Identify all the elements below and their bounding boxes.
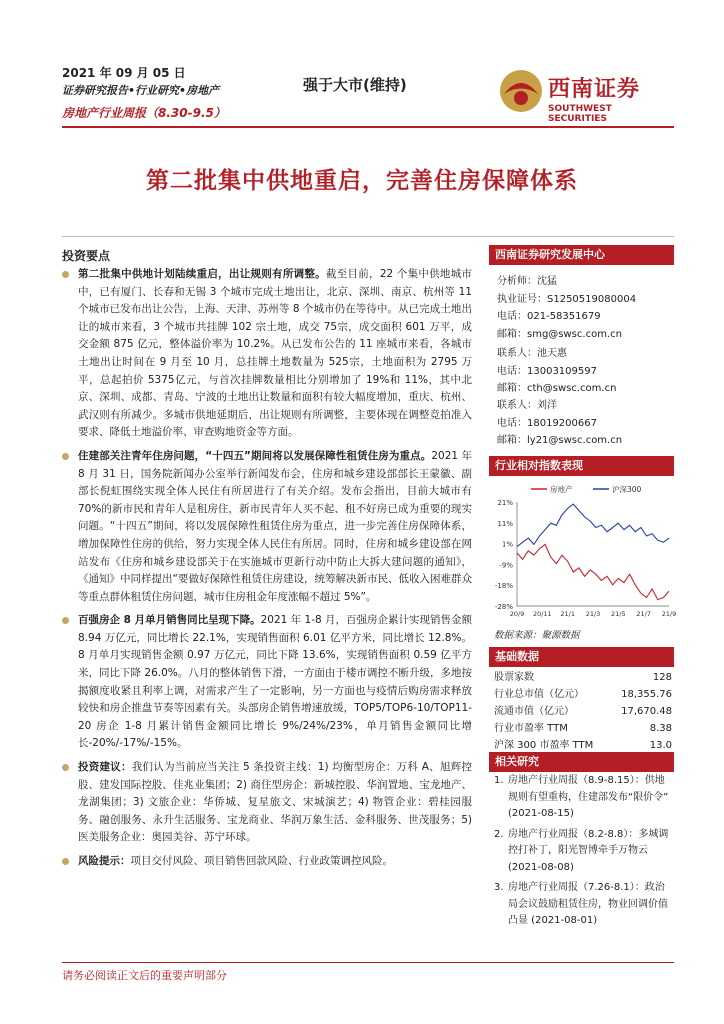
x-tick-label: 21/7 [636,610,651,618]
chart-title-bar: 行业相对指数表现 [489,456,674,476]
license-number: 执业证号：S1250519080004 [497,293,637,305]
item-number: 2. [494,828,504,840]
row-label: 沪深 300 市盈率 TTM [494,740,594,751]
investment-points [62,266,472,877]
analyst-email[interactable]: 邮箱：smg@swsc.com.cn [497,328,622,340]
y-tick-label: 11% [497,519,513,528]
list-item[interactable] [494,827,672,877]
y-tick-label: 1% [501,540,513,549]
table-row [494,669,672,686]
research-center-bar: 西南证券研究发展中心 [489,245,674,265]
y-tick-label: 21% [497,499,513,507]
chart-source: 数据来源：聚源数据 [494,630,580,641]
contact-name: 联系人：刘洋 [497,400,557,411]
row-value: 18,355.76 [621,689,672,700]
y-tick-label: -28% [494,603,513,611]
section-title: 投资要点 [62,249,111,263]
list-item [62,853,472,871]
basic-data-table [494,669,672,754]
point-body: 2021 年 1-8 月，百强房企累计实现销售金额 8.94 万亿元，同比增长 22.1%，实现销售面积 6.01 亿平方米，同比增长 12.8%。8 月单月实现销售金额 0.97 万亿元，同比下降 13.6%，实现销售面积 0.59 亿平方米，同比下降 26.0%。八月的整体销售下滑，一方面由于楼市调控不断升级，多地按揭额度收紧且利率上调，对需求产生了一定影响，另一方面也与疫情后购房需求释放较快和房企推盘节奏等因素有关。头部房企销售增速放缓，TOP5/TOP6-10/TOP11-20 房企 1-8 月累计销售金额同比增长 9%/24%/23%，单月销售金额同比增长-20%/-17%/-15%。 [78,614,473,750]
point-body: 项目交付风险、项目销售回款风险、行业政策调控风险。 [130,855,393,867]
item-text: 房地产行业周报（8.2-8.8）：多城调控打补丁，阳光智博牵手万物云 (2021-08-08) [508,828,669,873]
row-value: 17,670.48 [621,706,672,717]
x-tick-label: 21/5 [611,610,626,618]
contact-phone: 电话：13003109597 [497,365,597,377]
bullet-icon [62,617,69,624]
header-divider [62,126,674,128]
analyst-phone: 电话：021-58351679 [497,311,601,322]
related-research-bar: 相关研究 [489,752,674,772]
title-divider [62,236,674,237]
row-label: 行业总市值（亿元） [494,689,584,700]
list-item [62,612,472,753]
row-label: 股票家数 [494,672,534,683]
report-type: 证券研究报告•行业研究•房地产 [62,84,220,97]
contact-phone: 电话：18019200667 [497,417,597,429]
row-value: 128 [652,672,672,683]
point-body: 2021 年 8 月 31 日，国务院新闻办公室举行新闻发布会，住房和城乡建设部部长王蒙徽、副部长倪虹围绕实现全体人民住有所居进行了有关介绍。发布会指出，目前大城市有 70%的新市民和青年人是租房住，新市民青年人买不起、租不好房已成为重要的现实问题。“十四五”期间，将以发展保障性租赁住房为重点，进一步完善住房保障体系，增加保障性住房的供给，努力实现全体人民住有所居。同时，住房和城乡建设部在网站发布《住房和城乡建设部关于在实施城市更新行动中防止大拆大建问题的通知》，《通知》中同样提出“要做好保障性租赁住房建设，统筹解决新市民、低收入困难群众等重点群体租赁住房问题，城市住房租金年度涨幅不超过 5%”。 [78,449,472,603]
y-tick-label: -9% [499,561,513,570]
legend-label: 沪深300 [612,485,642,494]
row-value: 8.38 [649,723,672,734]
logo-emblem-icon [498,68,544,114]
x-tick-label: 20/11 [532,610,552,618]
related-research-list [494,773,672,934]
contact-email[interactable]: 邮箱：ly21@swsc.com.cn [497,435,623,446]
industry-rating: 强于大市(维持) [303,76,407,94]
list-item [62,448,472,606]
report-series: 房地产行业周报（8.30-9.5） [62,106,226,120]
list-item [62,266,472,442]
bullet-icon [62,453,69,460]
basic-data-bar: 基础数据 [489,647,674,667]
footer-divider [62,962,674,963]
y-tick-label: -18% [494,582,513,591]
x-tick-label: 21/1 [560,610,575,618]
table-row [494,703,672,720]
contact-name: 联系人：池天惠 [497,348,567,359]
logo-text-en: SOUTHWEST SECURITIES [548,104,612,124]
point-heading: 第二批集中供地计划陆续重启，出让规则有所调整。 [78,268,326,280]
point-heading: 投资建议： [78,761,132,774]
report-date: 2021 年 09 月 05 日 [62,66,186,80]
point-body: 截至目前，22 个集中供地城市中，已有厦门、长春和无锡 3 个城市完成土地出让，北京、深圳、南京、杭州等 11 个城市已发布出让公告，上海、天津、苏州等 8 个城市仍在等待中。从已完成土地出让的城市来看，3 个城市共挂牌 102 宗土地，成交 75宗，成交面积 601 万平，成交金额 875 亿元，整体溢价率为 10.2%。从已发布公告的 11 座城市来看，各城市土地出让时间在 9 月至 10 月，总挂牌土地数量为 525宗，土地面积为 2795 万平，总起拍价 5375亿元，与首次挂牌数量相比分别增加了 19%和 11%，其中北京、深圳、成都、青岛、宁波的土地出让数量和面积有较大幅度增加，重庆、杭州、武汉则有所减少。多城市供地延期后，出让规则有所调整，主要体现在调整竞拍准入要求、降低土地溢价率、审查购地资金等方面。 [78,268,472,439]
table-row [494,720,672,737]
list-item [62,759,472,847]
point-heading: 风险提示： [78,855,131,867]
x-tick-label: 21/3 [585,610,601,618]
row-label: 流通市值（亿元） [494,706,574,717]
analyst-block [497,273,636,343]
contact-block [497,345,616,398]
point-heading: 百强房企 8 月单月销售同比呈现下降。 [78,614,261,627]
page-title: 第二批集中供地重启，完善住房保障体系 [146,168,578,194]
series-line-房地产 [517,544,669,599]
table-row [494,686,672,703]
contact-block [497,397,622,450]
footer-disclaimer: 请务必阅读正文后的重要声明部分 [62,969,227,982]
item-text: 房地产行业周报（7.26-8.1）：政治局会议鼓励租赁住房，物业回调价值凸显 (2021-08-01) [508,882,668,926]
point-heading: 住建部关注青年住房问题，“十四五”期间将以发展保障性租赁住房为重点。 [78,449,432,462]
contact-email[interactable]: 邮箱：cth@swsc.com.cn [497,383,617,394]
bullet-icon [62,764,69,771]
legend-label: 房地产 [550,485,573,494]
company-logo [498,64,673,124]
relative-index-chart [489,480,677,622]
series-line-沪深300 [517,504,669,546]
bullet-icon [62,271,69,278]
bullet-icon [62,858,69,865]
item-text: 房地产行业周报（8.9-8.15）：供地规则有望重构，住建部发布“限价令” (2021-08-15) [508,775,669,819]
list-item[interactable] [494,773,672,823]
item-number: 3. [494,882,504,893]
row-value: 13.0 [649,740,672,751]
item-number: 1. [494,775,504,786]
list-item[interactable] [494,880,672,930]
row-label: 行业市盈率 TTM [494,723,568,734]
analyst-name: 分析师：沈猛 [497,276,557,287]
logo-text-cn: 西南证券 [548,76,641,102]
x-tick-label: 21/9 [661,610,677,618]
point-body: 我们认为当前应当关注 5 条投资主线：1) 均衡型房企：万科 A、旭辉控股、建发国际控股、佳兆业集团；2) 商住型房企：新城控股、华润置地、宝龙地产、龙湖集团；3) 文旅企业：华侨城、复星旅文、宋城演艺；4) 物管企业：碧桂园服务、融创服务、永升生活服务、宝龙商业、华润万象生活、金科服务、世茂服务；5) 医美服务企业：奥园美谷、苏宁环球。 [78,761,473,844]
x-tick-label: 20/9 [509,610,525,618]
